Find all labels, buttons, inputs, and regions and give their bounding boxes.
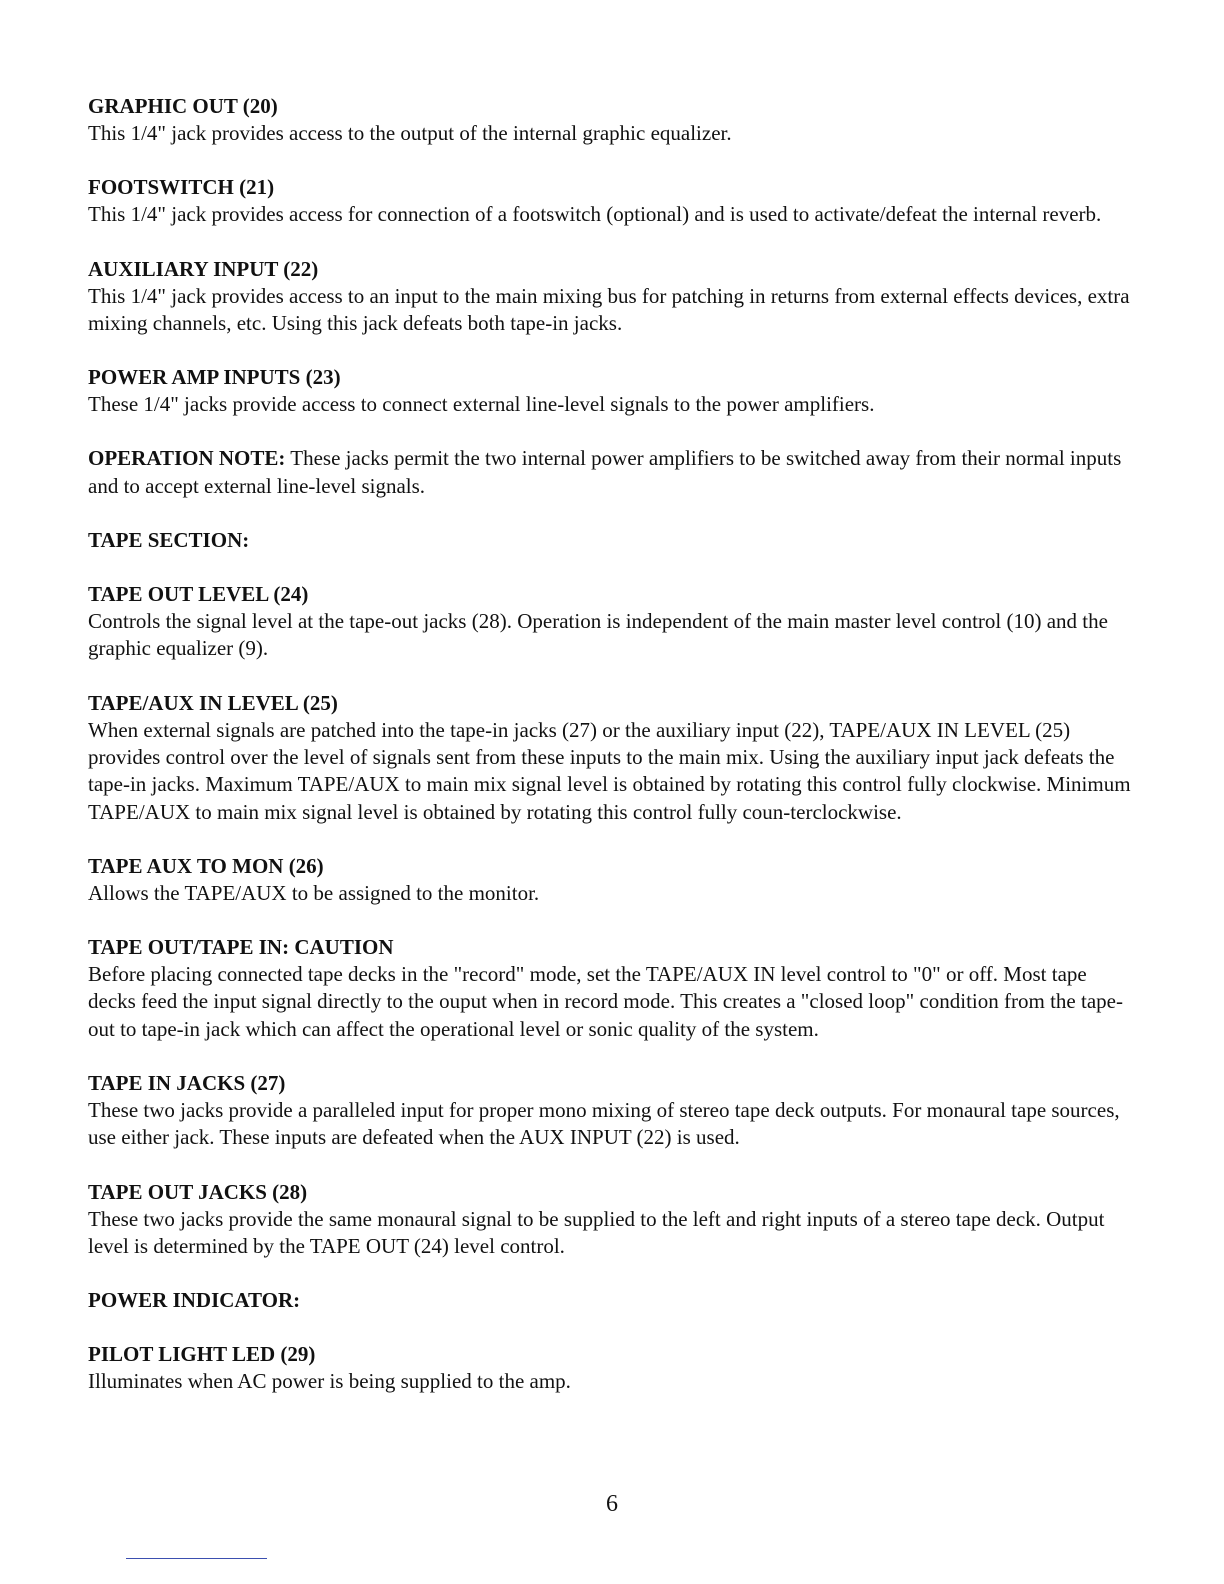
footer-rule bbox=[126, 1558, 267, 1559]
section-body: Illuminates when AC power is being supplied to the amp. bbox=[88, 1369, 571, 1394]
section-body: This 1/4" jack provides access to an input to the main mixing bus for patching in returns from external effects devices, extra mixing channels, etc. Using this jack defeats both tape-in jacks. bbox=[88, 283, 1130, 335]
section-tape-in-jacks bbox=[88, 1070, 1138, 1152]
power-indicator-title: POWER INDICATOR: bbox=[88, 1288, 301, 1313]
section-heading: TAPE OUT JACKS (28) bbox=[88, 1179, 308, 1204]
section-body: These two jacks provide a paralleled input for proper mono mixing of stereo tape deck outputs. For monaural tape sources, use either jack. These inputs are defeated when the AUX INPUT (22) is used. bbox=[88, 1098, 1120, 1150]
section-body: These 1/4" jacks provide access to connect external line-level signals to the power amplifiers. bbox=[88, 392, 875, 417]
section-heading: GRAPHIC OUT (20) bbox=[88, 94, 278, 118]
tape-section-title-block bbox=[88, 527, 1138, 554]
section-body: This 1/4" jack provides access to the output of the internal graphic equalizer. bbox=[88, 121, 732, 145]
page-number: 6 bbox=[606, 1491, 618, 1517]
section-footswitch bbox=[88, 174, 1138, 228]
section-heading: POWER AMP INPUTS (23) bbox=[88, 365, 341, 390]
section-heading: PILOT LIGHT LED (29) bbox=[88, 1342, 316, 1367]
section-heading: TAPE OUT/TAPE IN: CAUTION bbox=[88, 935, 394, 960]
section-power-amp-inputs bbox=[88, 364, 1138, 418]
section-body: Allows the TAPE/AUX to be assigned to the monitor. bbox=[88, 880, 540, 905]
section-body: When external signals are patched into the tape-in jacks (27) or the auxiliary input (22), TAPE/AUX IN LEVEL (25) provides control over the level of signals sent from these inputs to the main mix. Using the auxiliary input jack defeats the tape-in jacks. Maximum TAPE/AUX to main mix signal level is obtained by rotating this control fully clockwise. Minimum TAPE/AUX to main mix signal level is obtained by rotating this control fully coun-terclockwise. bbox=[88, 717, 1131, 824]
section-heading: AUXILIARY INPUT (22) bbox=[88, 256, 319, 281]
section-auxiliary-input bbox=[88, 256, 1138, 338]
section-heading: FOOTSWITCH (21) bbox=[88, 175, 275, 200]
section-heading: TAPE AUX TO MON (26) bbox=[88, 853, 324, 878]
section-body: Controls the signal level at the tape-out jacks (28). Operation is independent of the main master level control (10) and the graphic equalizer (9). bbox=[88, 609, 1108, 661]
section-body: Before placing connected tape decks in the "record" mode, set the TAPE/AUX IN level control to "0" or off. Most tape decks feed the input signal directly to the ouput when in record mode. This creates a "closed loop" condition from the tape-out to tape-in jack which can affect the operational level or sonic quality of the system. bbox=[88, 962, 1123, 1041]
section-tape-out-jacks bbox=[88, 1179, 1138, 1261]
manual-page-body bbox=[88, 93, 1138, 1423]
operation-note-text: These jacks permit the two internal power amplifiers to be switched away from their normal inputs and to accept external line-level signals. bbox=[88, 446, 1122, 498]
section-heading: TAPE OUT LEVEL (24) bbox=[88, 582, 309, 607]
operation-note bbox=[88, 445, 1138, 500]
section-tape-caution bbox=[88, 934, 1138, 1043]
tape-section-title: TAPE SECTION: bbox=[88, 528, 250, 553]
section-tape-aux-to-mon bbox=[88, 853, 1138, 907]
section-body: These two jacks provide the same monaural signal to be supplied to the left and right inputs of a stereo tape deck. Output level is determined by the TAPE OUT (24) level control. bbox=[88, 1206, 1105, 1258]
section-heading: TAPE IN JACKS (27) bbox=[88, 1071, 286, 1096]
section-body: This 1/4" jack provides access for connection of a footswitch (optional) and is used to activate/defeat the internal reverb. bbox=[88, 202, 1102, 227]
section-tape-aux-in-level bbox=[88, 690, 1138, 826]
section-heading: TAPE/AUX IN LEVEL (25) bbox=[88, 690, 338, 715]
section-pilot-light-led bbox=[88, 1341, 1138, 1395]
section-tape-out-level bbox=[88, 581, 1138, 663]
power-indicator-title-block bbox=[88, 1287, 1138, 1314]
section-graphic-out bbox=[88, 93, 1138, 147]
operation-note-label: OPERATION NOTE: bbox=[88, 446, 286, 471]
